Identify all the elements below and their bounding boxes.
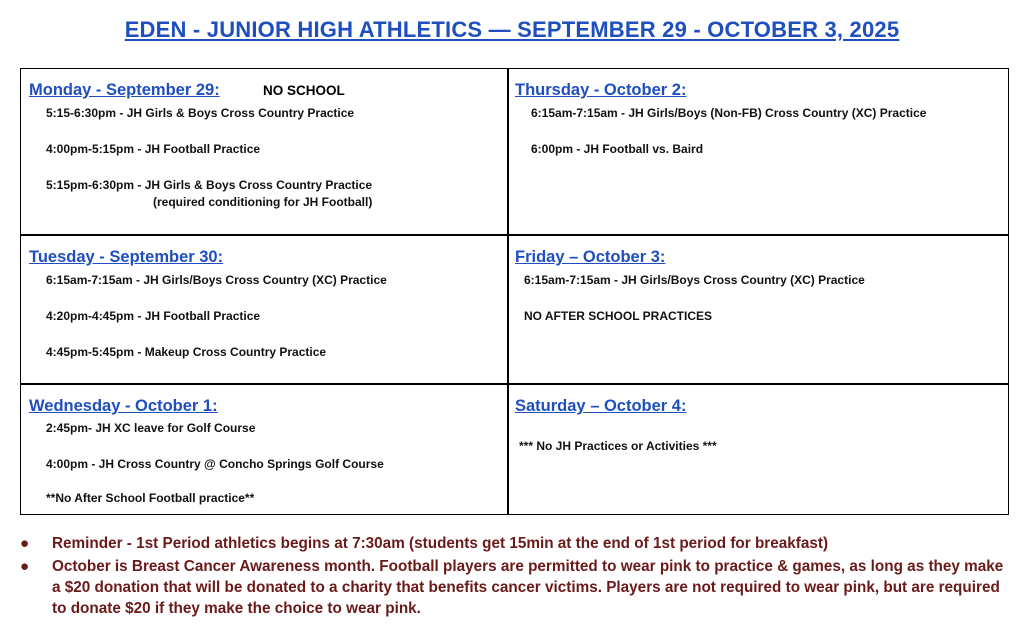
reminder-list <box>20 533 1010 619</box>
monday-heading: Monday - September 29: <box>29 81 220 99</box>
cell-monday <box>21 69 507 234</box>
saturday-heading: Saturday – October 4: <box>515 397 687 415</box>
cell-tuesday <box>21 236 507 383</box>
reminder-item <box>20 533 1010 554</box>
reminder-text-1: Reminder - 1st Period athletics begins at 7:30am (students get 15min at the end of 1st period for breakfast) <box>52 535 829 552</box>
wednesday-line-2: 4:00pm - JH Cross Country @ Concho Springs Golf Course <box>46 457 384 471</box>
wednesday-line-1: 2:45pm- JH XC leave for Golf Course <box>46 421 256 435</box>
tuesday-heading: Tuesday - September 30: <box>29 248 224 266</box>
thursday-heading: Thursday - October 2: <box>515 81 687 99</box>
monday-line-3: 5:15pm-6:30pm - JH Girls & Boys Cross Country Practice <box>46 178 373 192</box>
cell-thursday <box>509 69 1009 234</box>
tuesday-line-2: 4:20pm-4:45pm - JH Football Practice <box>46 309 261 323</box>
wednesday-line-3: **No After School Football practice** <box>46 491 255 505</box>
thursday-line-2: 6:00pm - JH Football vs. Baird <box>531 142 704 156</box>
cell-wednesday <box>21 385 507 515</box>
friday-heading: Friday – October 3: <box>515 248 666 266</box>
monday-line-4: (required conditioning for JH Football) <box>153 195 373 209</box>
monday-line-1: 5:15-6:30pm - JH Girls & Boys Cross Country Practice <box>46 106 355 120</box>
cell-saturday <box>509 385 1009 515</box>
wednesday-heading: Wednesday - October 1: <box>29 397 218 415</box>
tuesday-line-1: 6:15am-7:15am - JH Girls/Boys Cross Country (XC) Practice <box>46 273 387 287</box>
thursday-line-1: 6:15am-7:15am - JH Girls/Boys (Non-FB) Cross Country (XC) Practice <box>531 106 927 120</box>
cell-friday <box>509 236 1009 383</box>
reminder-text-2: October is Breast Cancer Awareness month. Football players are permitted to wear pink to practice & games, as long as they make a $20 donation that will be donated to a charity that benefits cancer victims. Players are not required to wear pink, but are required to donate $20 if they make the choice to wear pink. <box>52 558 1004 617</box>
friday-line-2: NO AFTER SCHOOL PRACTICES <box>524 309 713 323</box>
tuesday-line-3: 4:45pm-5:45pm - Makeup Cross Country Practice <box>46 345 327 359</box>
friday-line-1: 6:15am-7:15am - JH Girls/Boys Cross Country (XC) Practice <box>524 273 865 287</box>
schedule-grid <box>20 68 1009 515</box>
monday-line-2: 4:00pm-5:15pm - JH Football Practice <box>46 142 261 156</box>
bullet-dot-icon: ● <box>20 558 30 575</box>
bullet-dot-icon: ● <box>20 535 30 552</box>
saturday-line-1: *** No JH Practices or Activities *** <box>519 439 717 453</box>
monday-no-school: NO SCHOOL <box>263 83 345 98</box>
page-title: EDEN - JUNIOR HIGH ATHLETICS — SEPTEMBER 29 - OCTOBER 3, 2025 <box>124 17 900 42</box>
reminder-item <box>20 556 1010 619</box>
